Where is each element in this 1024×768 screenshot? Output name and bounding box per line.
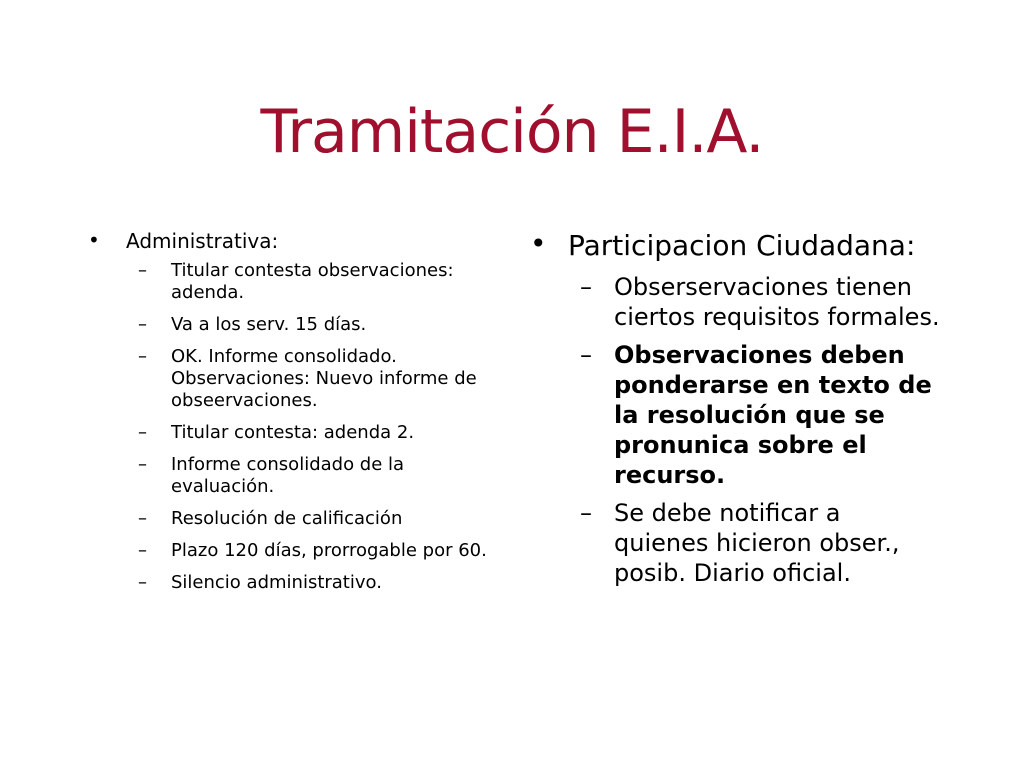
list-item: – Plazo 120 días, prorrogable por 60. (138, 540, 487, 561)
dash-icon: – (138, 260, 147, 281)
dash-icon: – (580, 273, 592, 301)
bullet-participacion (530, 228, 940, 588)
list-item: – Se debe notificar a quienes hicieron obser., posib. Diario oficial. (580, 499, 900, 587)
bullet-icon: • (530, 227, 547, 260)
right-column (530, 228, 940, 596)
dash-icon: – (138, 572, 147, 593)
list-item: – Obserservaciones tienen ciertos requisitos formales. (580, 273, 940, 331)
list-item: – Resolución de calificación (138, 508, 403, 529)
bullet-heading: Participacion Ciudadana: (568, 229, 916, 262)
bullet-administrativa (88, 228, 488, 594)
sub-list (530, 272, 940, 588)
list-item: – Silencio administrativo. (138, 572, 382, 593)
list-item-emphasized: – Observaciones deben ponderarse en texto de la resolución que se pronunica sobre el recurso. (580, 341, 932, 489)
dash-icon: – (138, 346, 147, 367)
dash-icon: – (580, 341, 592, 369)
dash-icon: – (580, 499, 592, 527)
dash-icon: – (138, 314, 147, 335)
left-column (88, 228, 488, 604)
dash-icon: – (138, 540, 147, 561)
dash-icon: – (138, 422, 147, 443)
list-item: – Informe consolidado de la evaluación. (138, 454, 405, 497)
list-item: – Va a los serv. 15 días. (138, 314, 367, 335)
list-item: – Titular contesta: adenda 2. (138, 422, 415, 443)
sub-list (88, 260, 488, 594)
bullet-icon: • (88, 228, 100, 252)
dash-icon: – (138, 454, 147, 475)
list-item: – OK. Informe consolidado. Observaciones: Nuevo informe de obseervaciones. (138, 346, 477, 411)
slide-title: Tramitación E.I.A. (260, 97, 764, 167)
bullet-heading: Administrativa: (126, 229, 279, 253)
dash-icon: – (138, 508, 147, 529)
list-item: – Titular contesta observaciones: adenda. (138, 260, 454, 303)
